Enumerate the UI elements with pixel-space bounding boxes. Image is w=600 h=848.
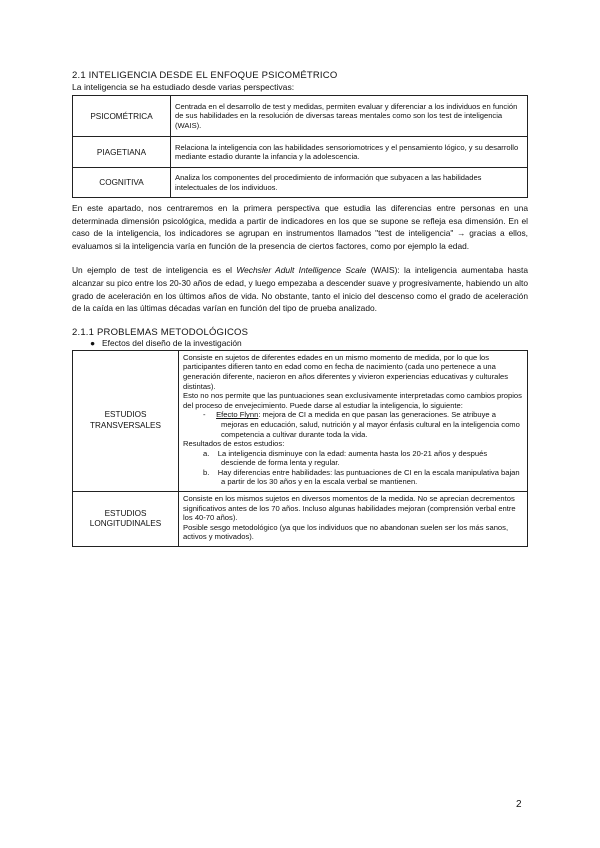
study-text: Consiste en sujetos de diferentes edades en un mismo momento de medida, por lo que los participantes difieren tanto en edad como en fecha de nacimiento (cada uno pertenece a una generación diferente, nacieron en años diferentes y vivieron experiencias educativas y culturales distintas). — [183, 352, 509, 391]
result-text: La inteligencia disminuye con la edad: aumenta hasta los 20-21 años y después desciende de forma lenta y regular. — [217, 448, 488, 468]
perspective-description: Centrada en el desarrollo de test y medidas, permiten evaluar y diferenciar a los individuos en función de sus habilidades en la resolución de diversas tareas mentales como son los test de inteligencia (WAIS). — [171, 96, 528, 137]
section-intro: La inteligencia se ha estudiado desde varias perspectivas: — [72, 82, 295, 92]
result-item — [183, 468, 523, 487]
flynn-item — [183, 410, 523, 439]
section-title: 2.1 INTELIGENCIA DESDE EL ENFOQUE PSICOMÉTRICO — [72, 70, 338, 81]
document-page — [72, 70, 528, 547]
study-description — [179, 350, 528, 491]
perspective-name: PSICOMÉTRICA — [73, 96, 171, 137]
list-marker: b. — [203, 467, 210, 477]
study-name-line: TRANSVERSALES — [90, 420, 161, 430]
perspectives-table — [72, 95, 528, 198]
study-name-line: LONGITUDINALES — [89, 519, 162, 529]
table-row — [73, 350, 528, 491]
dash-marker: - — [203, 410, 206, 420]
perspective-description: Analiza los componentes del procedimiento de información que subyacen a las habilidades intelectuales de los individuos. — [171, 168, 528, 198]
studies-table — [72, 350, 528, 547]
table-row — [73, 168, 528, 198]
table-row — [73, 137, 528, 168]
perspective-name: PIAGETIANA — [73, 137, 171, 168]
paragraph-2-end: (WAIS): la inteligencia aumentaba hasta alcanzar su pico entre los 20-30 años de edad, y luego empezaba a descender suave y progresivamente, habiendo un alto grado de aceleración en los últimos años de vida. No obstante, tanto el inicio del descenso como el grado de aceleración de la caída en las últimas décadas varían en función del tipo de prueba analizado. — [72, 265, 528, 314]
result-text: Hay diferencias entre habilidades: las puntuaciones de CI en la escala manipulativa bajan a partir de los 30 años y en la escala verbal se mantienen. — [217, 467, 520, 487]
subsection-title: 2.1.1 PROBLEMAS METODOLÓGICOS — [72, 326, 249, 338]
study-text: Posible sesgo metodológico (ya que los individuos que no abandonan suelen ser los más sanos, activos y motivados). — [183, 522, 509, 542]
wais-title: Wechsler Adult Intelligence Scale — [236, 265, 367, 276]
table-row — [73, 492, 528, 547]
bullet-item — [90, 338, 528, 348]
study-name-line: ESTUDIOS — [104, 410, 147, 420]
study-name — [73, 492, 179, 547]
paragraph-2-start: Un ejemplo de test de inteligencia es el — [72, 265, 237, 276]
study-text: Consiste en los mismos sujetos en diversos momentos de la medida. No se aprecian decrementos significativos antes de los 70 años. Incluso algunas habilidades mejoran (comprensión verbal entre los 40-70 años). — [183, 494, 516, 523]
table-row — [73, 96, 528, 137]
flynn-label: Efecto Flynn — [216, 410, 259, 420]
study-name-line: ESTUDIOS — [104, 508, 147, 518]
page-number: 2 — [516, 799, 522, 810]
study-name — [73, 350, 179, 491]
study-text: Esto no nos permite que las puntuaciones sean exclusivamente interpretadas como cambios propios del proceso de envejecimiento. Puede darse al estudiar la inteligencia, lo siguiente: — [183, 391, 522, 410]
perspective-name: COGNITIVA — [73, 168, 171, 198]
bullet-icon: ● — [90, 337, 96, 348]
list-marker: a. — [203, 448, 210, 458]
bullet-text: Efectos del diseño de la investigación — [102, 337, 242, 348]
study-description — [179, 492, 528, 547]
paragraph-2 — [72, 264, 528, 314]
results-title: Resultados de estos estudios: — [183, 439, 285, 449]
flynn-text: : mejora de CI a medida en que pasan las generaciones. Se atribuye a mejoras en educación, salud, nutrición y al mayor énfasis cultural en la inteligencia como competencia a cultivar durante toda la vida. — [221, 410, 520, 439]
perspective-description: Relaciona la inteligencia con las habilidades sensoriomotrices y el pensamiento lógico, y su desarrollo mediante estadio durante la infancia y la adolescencia. — [171, 137, 528, 168]
result-item — [183, 449, 523, 468]
paragraph-1: En este apartado, nos centraremos en la primera perspectiva que estudia las diferencias entre personas en una determinada dimensión psicológica, medida a partir de indicadores en los que se supone se refleja esa dimensión. En el caso de la inteligencia, los indicadores se agrupan en instrumentos llamados "test de inteligencia" → gracias a ellos, evaluamos si la inteligencia varía en función de la presencia de ciertos factores, como por ejemplo la edad. — [72, 203, 528, 251]
